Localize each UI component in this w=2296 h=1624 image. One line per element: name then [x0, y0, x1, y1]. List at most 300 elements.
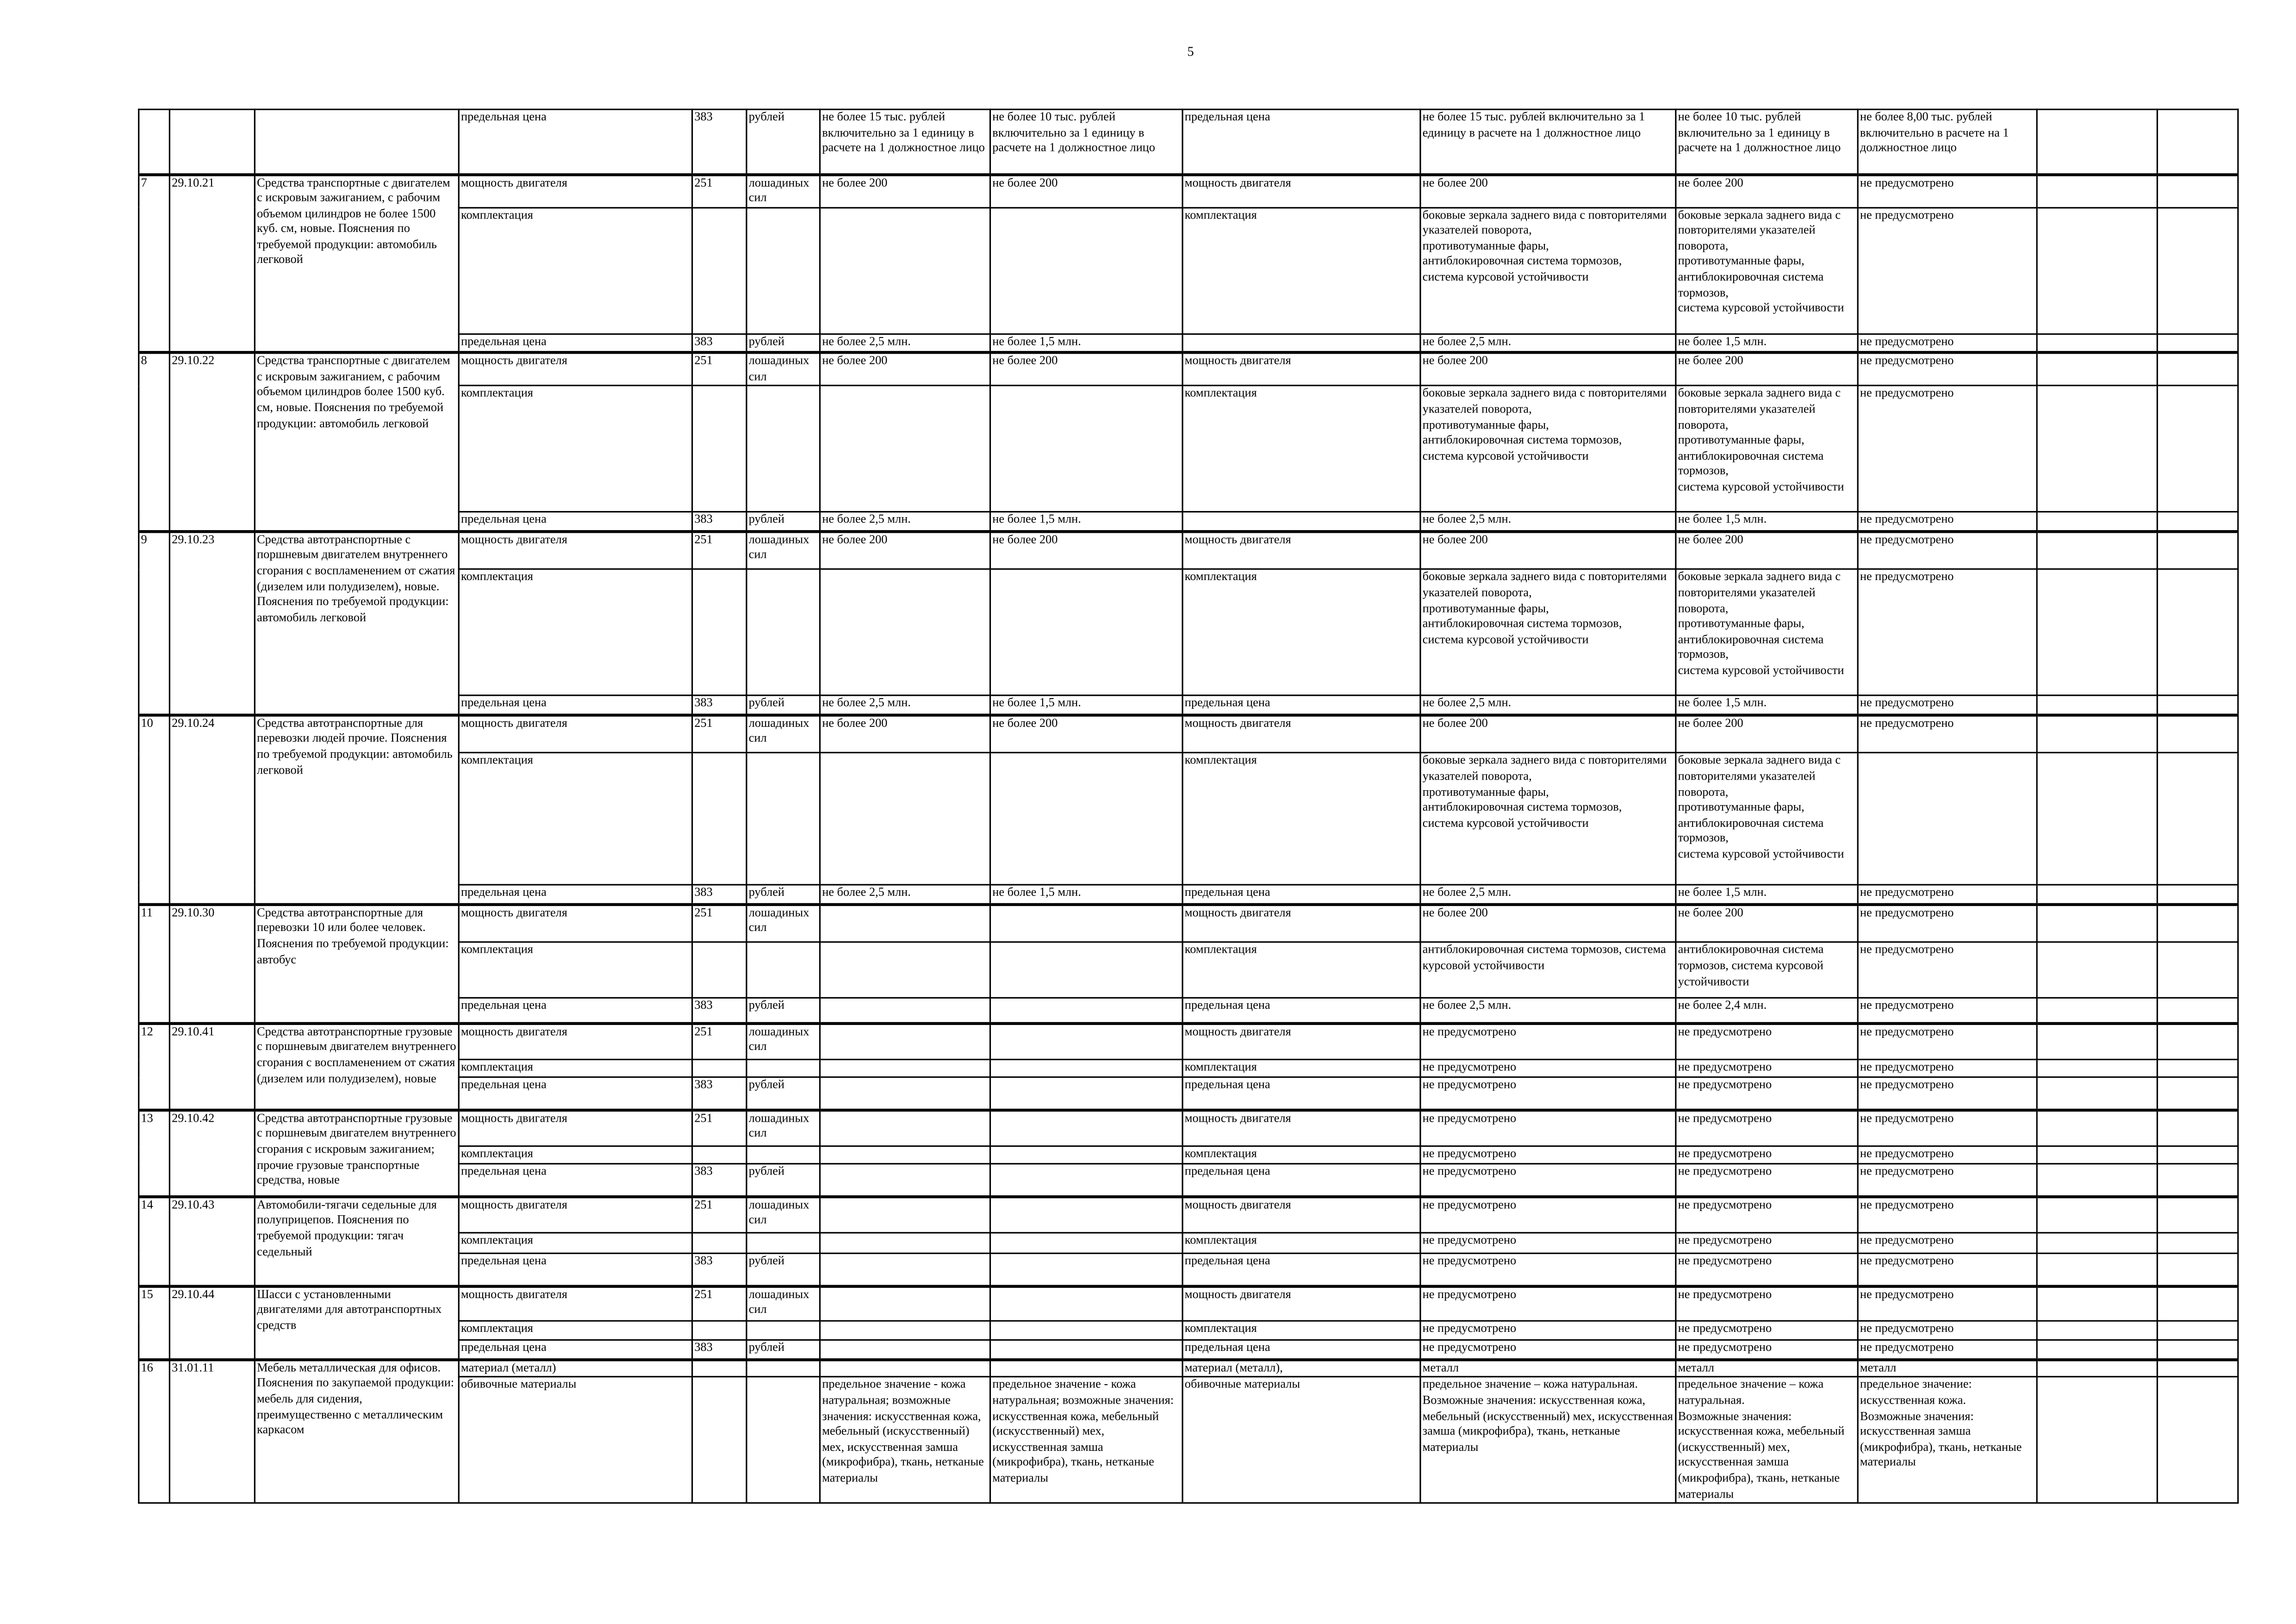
table-row: [139, 1286, 2238, 1321]
cell-val_c: не предусмотрено: [1858, 334, 2037, 353]
cell-extra1: [2037, 207, 2157, 334]
cell-val_a: не более 200: [1420, 531, 1676, 569]
cell-extra2: [2157, 885, 2238, 904]
cell-extra1: [2037, 109, 2157, 174]
cell-okei_code: 383: [692, 999, 747, 1024]
cell-value2: [990, 999, 1183, 1024]
cell-val_a: не предусмотрено: [1420, 1164, 1676, 1197]
table-row: [139, 1023, 2238, 1060]
cell-#: 13: [139, 1110, 170, 1197]
cell-extra2: [2157, 943, 2238, 999]
cell-value2: не более 10 тыс. рублей включительно за 1 единицу в расчете на 1 должностное лицо: [990, 109, 1183, 174]
cell-char: предельная цена: [459, 999, 692, 1024]
cell-val_b: не более 200: [1676, 174, 1858, 207]
cell-unit: рублей: [747, 1254, 820, 1286]
cell-unit: рублей: [747, 334, 820, 353]
cell-extra1: [2037, 905, 2157, 943]
cell-char: предельная цена: [459, 1078, 692, 1110]
cell-extra2: [2157, 1060, 2238, 1078]
cell-val_c: не предусмотрено: [1858, 1060, 2037, 1078]
cell-val_c: не предусмотрено: [1858, 999, 2037, 1024]
cell-value: [820, 1197, 990, 1233]
cell-extra2: [2157, 999, 2238, 1024]
cell-okei_code: [692, 1360, 747, 1377]
cell-val_a: не более 2,5 млн.: [1420, 696, 1676, 715]
cell-val_a: не более 2,5 млн.: [1420, 334, 1676, 353]
cell-extra2: [2157, 696, 2238, 715]
cell-val_b: не предусмотрено: [1676, 1197, 1858, 1233]
cell-extra1: [2037, 715, 2157, 753]
cell-extra2: [2157, 1023, 2238, 1060]
cell-okei_code: [692, 1321, 747, 1340]
cell-value: [820, 386, 990, 512]
cell-okei_code: 383: [692, 1164, 747, 1197]
cell-val_c: не предусмотрено: [1858, 353, 2037, 386]
cell-val_a: не более 200: [1420, 174, 1676, 207]
cell-val_a: боковые зеркала заднего вида с повторителями указателей поворота, противотуманные фары, антиблокировочная система тормозов, система курсовой устойчивости: [1420, 386, 1676, 512]
cell-value2: [990, 1164, 1183, 1197]
cell-value: [820, 1110, 990, 1147]
cell-#: 9: [139, 531, 170, 715]
cell-value2: предельное значение - кожа натуральная; возможные значения: искусственная кожа, мебельный (искусственный) мех, искусственная замша (микрофибра), ткань, нетканые материалы: [990, 1377, 1183, 1504]
cell-val_b: не более 1,5 млн.: [1676, 512, 1858, 531]
cell-unit: [747, 386, 820, 512]
cell-value2: не более 200: [990, 174, 1183, 207]
cell-char: мощность двигателя: [459, 715, 692, 753]
cell-val_a: боковые зеркала заднего вида с повторителями указателей поворота, противотуманные фары, антиблокировочная система тормозов, система курсовой устойчивости: [1420, 753, 1676, 885]
cell-name: Средства транспортные с двигателем с искровым зажиганием, с рабочим объемом цилиндров более 1500 куб. см, новые. Пояснения по требуемой продукции: автомобиль легковой: [255, 353, 459, 531]
cell-value2: [990, 1023, 1183, 1060]
cell-value: [820, 207, 990, 334]
cell-unit: рублей: [747, 1341, 820, 1360]
cell-unit: лошадиных сил: [747, 1286, 820, 1321]
cell-val_b: не предусмотрено: [1676, 1321, 1858, 1340]
page-number: 5: [1187, 44, 1194, 59]
cell-extra2: [2157, 1110, 2238, 1147]
cell-extra1: [2037, 353, 2157, 386]
cell-val_c: [1858, 753, 2037, 885]
cell-value2: [990, 207, 1183, 334]
cell-extra1: [2037, 1321, 2157, 1340]
cell-okei_code: [692, 1147, 747, 1164]
cell-#: 8: [139, 353, 170, 531]
cell-char2: мощность двигателя: [1182, 1023, 1420, 1060]
cell-extra1: [2037, 531, 2157, 569]
cell-char2: комплектация: [1182, 943, 1420, 999]
cell-val_c: не предусмотрено: [1858, 207, 2037, 334]
cell-okei_code: 251: [692, 1197, 747, 1233]
cell-val_b: боковые зеркала заднего вида с повторителями указателей поворота, противотуманные фары, антиблокировочная система тормозов, система курсовой устойчивости: [1676, 207, 1858, 334]
cell-val_c: не предусмотрено: [1858, 905, 2037, 943]
cell-val_b: боковые зеркала заднего вида с повторителями указателей поворота, противотуманные фары, антиблокировочная система тормозов, система курсовой устойчивости: [1676, 386, 1858, 512]
cell-unit: лошадиных сил: [747, 353, 820, 386]
cell-value: [820, 1360, 990, 1377]
cell-val_a: не предусмотрено: [1420, 1233, 1676, 1254]
cell-val_c: не предусмотрено: [1858, 386, 2037, 512]
cell-okei_code: [692, 1060, 747, 1078]
cell-#: [139, 109, 170, 174]
cell-name: Средства автотранспортные для перевозки 10 или более человек. Пояснения по требуемой продукции: автобус: [255, 905, 459, 1024]
cell-char2: мощность двигателя: [1182, 1197, 1420, 1233]
cell-extra1: [2037, 1360, 2157, 1377]
cell-char2: комплектация: [1182, 569, 1420, 696]
cell-value2: [990, 1341, 1183, 1360]
cell-value2: [990, 1197, 1183, 1233]
cell-val_a: не более 200: [1420, 353, 1676, 386]
cell-val_a: не предусмотрено: [1420, 1110, 1676, 1147]
cell-value: [820, 1254, 990, 1286]
cell-okei_code: 251: [692, 353, 747, 386]
cell-name: Автомобили-тягачи седельные для полуприцепов. Пояснения по требуемой продукции: тягач седельный: [255, 1197, 459, 1286]
cell-value: не более 2,5 млн.: [820, 512, 990, 531]
cell-okpd2: 29.10.23: [169, 531, 255, 715]
cell-val_c: не предусмотрено: [1858, 1321, 2037, 1340]
cell-val_b: не предусмотрено: [1676, 1254, 1858, 1286]
cell-val_c: не предусмотрено: [1858, 1254, 2037, 1286]
cell-extra2: [2157, 1286, 2238, 1321]
cell-char: мощность двигателя: [459, 1197, 692, 1233]
cell-name: [255, 109, 459, 174]
cell-unit: рублей: [747, 885, 820, 904]
cell-value: предельное значение - кожа натуральная; возможные значения: искусственная кожа, мебельный (искусственный) мех, искусственная замша (микрофибра), ткань, нетканые материалы: [820, 1377, 990, 1504]
cell-okei_code: [692, 943, 747, 999]
cell-val_b: не более 200: [1676, 531, 1858, 569]
cell-val_c: не предусмотрено: [1858, 1147, 2037, 1164]
cell-extra1: [2037, 386, 2157, 512]
cell-value: не более 2,5 млн.: [820, 334, 990, 353]
cell-val_a: не более 2,5 млн.: [1420, 999, 1676, 1024]
cell-value: [820, 943, 990, 999]
cell-value2: [990, 943, 1183, 999]
table-row: [139, 1110, 2238, 1147]
cell-unit: лошадиных сил: [747, 905, 820, 943]
cell-char: мощность двигателя: [459, 531, 692, 569]
cell-extra1: [2037, 1023, 2157, 1060]
cell-extra2: [2157, 569, 2238, 696]
cell-value2: не более 200: [990, 353, 1183, 386]
cell-value2: [990, 905, 1183, 943]
cell-okei_code: 383: [692, 885, 747, 904]
cell-extra1: [2037, 1060, 2157, 1078]
cell-okpd2: 29.10.30: [169, 905, 255, 1024]
cell-value2: [990, 1286, 1183, 1321]
cell-okei_code: 251: [692, 1286, 747, 1321]
cell-val_a: не предусмотрено: [1420, 1254, 1676, 1286]
cell-val_c: металл: [1858, 1360, 2037, 1377]
cell-name: Средства транспортные с двигателем с искровым зажиганием, с рабочим объемом цилиндров не более 1500 куб. см, новые. Пояснения по требуемой продукции: автомобиль легковой: [255, 174, 459, 353]
cell-value2: не более 1,5 млн.: [990, 334, 1183, 353]
cell-val_a: не более 2,5 млн.: [1420, 512, 1676, 531]
cell-unit: [747, 1377, 820, 1504]
cell-val_b: не предусмотрено: [1676, 1233, 1858, 1254]
cell-value2: [990, 1110, 1183, 1147]
cell-extra2: [2157, 905, 2238, 943]
cell-char2: мощность двигателя: [1182, 353, 1420, 386]
cell-okpd2: 29.10.21: [169, 174, 255, 353]
cell-okei_code: 383: [692, 512, 747, 531]
cell-extra1: [2037, 1341, 2157, 1360]
cell-char: комплектация: [459, 207, 692, 334]
cell-value: [820, 753, 990, 885]
cell-char: материал (металл): [459, 1360, 692, 1377]
cell-char2: предельная цена: [1182, 1254, 1420, 1286]
cell-char: предельная цена: [459, 696, 692, 715]
cell-okei_code: 383: [692, 1254, 747, 1286]
cell-char2: комплектация: [1182, 1147, 1420, 1164]
cell-val_c: не предусмотрено: [1858, 1078, 2037, 1110]
cell-char2: комплектация: [1182, 1233, 1420, 1254]
table-row: [139, 715, 2238, 753]
cell-value2: [990, 1233, 1183, 1254]
cell-value2: [990, 386, 1183, 512]
cell-val_a: не более 2,5 млн.: [1420, 885, 1676, 904]
cell-value: [820, 1147, 990, 1164]
cell-value: не более 200: [820, 715, 990, 753]
cell-val_b: не более 1,5 млн.: [1676, 885, 1858, 904]
cell-okpd2: 29.10.44: [169, 1286, 255, 1360]
cell-value2: не более 200: [990, 531, 1183, 569]
cell-value: не более 200: [820, 353, 990, 386]
cell-okpd2: 29.10.41: [169, 1023, 255, 1110]
cell-char2: мощность двигателя: [1182, 1286, 1420, 1321]
cell-okpd2: 29.10.43: [169, 1197, 255, 1286]
cell-value2: [990, 1147, 1183, 1164]
cell-char: предельная цена: [459, 1164, 692, 1197]
cell-#: 7: [139, 174, 170, 353]
cell-char2: предельная цена: [1182, 696, 1420, 715]
table-row: [139, 531, 2238, 569]
cell-value: [820, 999, 990, 1024]
cell-char: предельная цена: [459, 1341, 692, 1360]
cell-okei_code: [692, 753, 747, 885]
cell-extra1: [2037, 174, 2157, 207]
cell-char2: комплектация: [1182, 207, 1420, 334]
cell-char2: предельная цена: [1182, 109, 1420, 174]
cell-value2: не более 1,5 млн.: [990, 512, 1183, 531]
cell-val_b: не предусмотрено: [1676, 1078, 1858, 1110]
cell-val_b: не предусмотрено: [1676, 1060, 1858, 1078]
cell-val_b: не более 200: [1676, 905, 1858, 943]
cell-okpd2: [169, 109, 255, 174]
cell-value: [820, 1341, 990, 1360]
cell-char2: [1182, 512, 1420, 531]
cell-val_c: не предусмотрено: [1858, 174, 2037, 207]
cell-val_c: не предусмотрено: [1858, 943, 2037, 999]
cell-value2: [990, 1060, 1183, 1078]
cell-char2: мощность двигателя: [1182, 1110, 1420, 1147]
cell-val_a: антиблокировочная система тормозов, система курсовой устойчивости: [1420, 943, 1676, 999]
cell-extra1: [2037, 569, 2157, 696]
cell-okei_code: [692, 569, 747, 696]
cell-char: комплектация: [459, 943, 692, 999]
cell-value2: не более 200: [990, 715, 1183, 753]
cell-unit: [747, 207, 820, 334]
cell-char: обивочные материалы: [459, 1377, 692, 1504]
cell-okei_code: 383: [692, 109, 747, 174]
cell-val_b: не более 200: [1676, 353, 1858, 386]
cell-okei_code: 383: [692, 1341, 747, 1360]
cell-char: предельная цена: [459, 1254, 692, 1286]
cell-char2: [1182, 334, 1420, 353]
cell-val_b: не более 2,4 млн.: [1676, 999, 1858, 1024]
cell-extra1: [2037, 1254, 2157, 1286]
cell-name: Шасси с установленными двигателями для автотранспортных средств: [255, 1286, 459, 1360]
cell-unit: лошадиных сил: [747, 531, 820, 569]
cell-char: предельная цена: [459, 109, 692, 174]
cell-val_b: не более 10 тыс. рублей включительно за 1 единицу в расчете на 1 должностное лицо: [1676, 109, 1858, 174]
cell-char: мощность двигателя: [459, 1110, 692, 1147]
cell-val_a: металл: [1420, 1360, 1676, 1377]
cell-extra1: [2037, 1110, 2157, 1147]
cell-value: не более 2,5 млн.: [820, 885, 990, 904]
cell-char: комплектация: [459, 386, 692, 512]
cell-val_c: не предусмотрено: [1858, 1233, 2037, 1254]
table-row: [139, 353, 2238, 386]
cell-extra2: [2157, 1147, 2238, 1164]
cell-extra1: [2037, 1233, 2157, 1254]
cell-val_a: предельное значение – кожа натуральная. Возможные значения: искусственная кожа, мебельный (искусственный) мех, искусственная замша (микрофибра), ткань, нетканые материалы: [1420, 1377, 1676, 1504]
cell-extra2: [2157, 386, 2238, 512]
cell-name: Средства автотранспортные грузовые с поршневым двигателем внутреннего сгорания с искровым зажиганием; прочие грузовые транспортные средства, новые: [255, 1110, 459, 1197]
cell-val_b: не предусмотрено: [1676, 1110, 1858, 1147]
cell-val_b: боковые зеркала заднего вида с повторителями указателей поворота, противотуманные фары, антиблокировочная система тормозов, система курсовой устойчивости: [1676, 753, 1858, 885]
cell-#: 12: [139, 1023, 170, 1110]
cell-extra2: [2157, 1321, 2238, 1340]
cell-value2: не более 1,5 млн.: [990, 696, 1183, 715]
cell-unit: [747, 943, 820, 999]
cell-unit: лошадиных сил: [747, 1023, 820, 1060]
cell-char: комплектация: [459, 1321, 692, 1340]
cell-okei_code: 383: [692, 334, 747, 353]
cell-extra2: [2157, 1078, 2238, 1110]
cell-unit: рублей: [747, 1078, 820, 1110]
cell-char: мощность двигателя: [459, 174, 692, 207]
cell-char2: мощность двигателя: [1182, 905, 1420, 943]
cell-char: мощность двигателя: [459, 353, 692, 386]
cell-val_c: предельное значение: искусственная кожа. Возможные значения: искусственная замша (микрофибра), ткань, нетканые материалы: [1858, 1377, 2037, 1504]
cell-value2: [990, 1078, 1183, 1110]
cell-okei_code: 383: [692, 696, 747, 715]
cell-okei_code: [692, 207, 747, 334]
cell-value: не более 2,5 млн.: [820, 696, 990, 715]
cell-extra2: [2157, 1164, 2238, 1197]
cell-char2: предельная цена: [1182, 999, 1420, 1024]
cell-extra1: [2037, 1147, 2157, 1164]
cell-#: 11: [139, 905, 170, 1024]
cell-char2: предельная цена: [1182, 885, 1420, 904]
cell-#: 10: [139, 715, 170, 904]
cell-value: не более 200: [820, 174, 990, 207]
table-row: [139, 1197, 2238, 1233]
cell-char: предельная цена: [459, 512, 692, 531]
cell-val_b: металл: [1676, 1360, 1858, 1377]
cell-extra1: [2037, 696, 2157, 715]
cell-val_b: боковые зеркала заднего вида с повторителями указателей поворота, противотуманные фары, антиблокировочная система тормозов, система курсовой устойчивости: [1676, 569, 1858, 696]
cell-extra1: [2037, 885, 2157, 904]
cell-char2: комплектация: [1182, 386, 1420, 512]
cell-val_a: не более 200: [1420, 715, 1676, 753]
cell-value: [820, 569, 990, 696]
cell-value: [820, 1060, 990, 1078]
cell-okei_code: 251: [692, 1023, 747, 1060]
cell-char2: комплектация: [1182, 753, 1420, 885]
cell-val_b: антиблокировочная система тормозов, система курсовой устойчивости: [1676, 943, 1858, 999]
cell-extra1: [2037, 1377, 2157, 1504]
cell-extra1: [2037, 1164, 2157, 1197]
cell-char: мощность двигателя: [459, 905, 692, 943]
cell-value: [820, 1023, 990, 1060]
cell-char: комплектация: [459, 1060, 692, 1078]
cell-char: предельная цена: [459, 334, 692, 353]
cell-extra2: [2157, 1197, 2238, 1233]
cell-char: комплектация: [459, 569, 692, 696]
cell-unit: [747, 1147, 820, 1164]
table-row: [139, 109, 2238, 174]
cell-unit: рублей: [747, 999, 820, 1024]
cell-val_a: не предусмотрено: [1420, 1197, 1676, 1233]
cell-char2: мощность двигателя: [1182, 174, 1420, 207]
cell-unit: лошадиных сил: [747, 1110, 820, 1147]
cell-okei_code: [692, 1377, 747, 1504]
cell-char2: комплектация: [1182, 1321, 1420, 1340]
cell-value2: [990, 753, 1183, 885]
cell-char: мощность двигателя: [459, 1286, 692, 1321]
cell-name: Средства автотранспортные грузовые с поршневым двигателем внутреннего сгорания с воспламенением от сжатия (дизелем или полудизелем), новые: [255, 1023, 459, 1110]
cell-extra1: [2037, 1078, 2157, 1110]
cell-val_a: боковые зеркала заднего вида с повторителями указателей поворота, противотуманные фары, антиблокировочная система тормозов, система курсовой устойчивости: [1420, 207, 1676, 334]
cell-val_b: не предусмотрено: [1676, 1341, 1858, 1360]
cell-extra2: [2157, 1233, 2238, 1254]
cell-#: 16: [139, 1360, 170, 1504]
cell-value: [820, 1286, 990, 1321]
cell-okei_code: 251: [692, 531, 747, 569]
cell-char2: мощность двигателя: [1182, 715, 1420, 753]
cell-unit: [747, 753, 820, 885]
cell-extra2: [2157, 531, 2238, 569]
cell-okei_code: 251: [692, 715, 747, 753]
cell-okei_code: [692, 1233, 747, 1254]
cell-val_a: не предусмотрено: [1420, 1286, 1676, 1321]
cell-val_a: не предусмотрено: [1420, 1023, 1676, 1060]
cell-okei_code: 251: [692, 174, 747, 207]
cell-extra2: [2157, 1377, 2238, 1504]
cell-#: 14: [139, 1197, 170, 1286]
cell-val_c: не предусмотрено: [1858, 715, 2037, 753]
cell-char2: материал (металл),: [1182, 1360, 1420, 1377]
cell-val_c: не предусмотрено: [1858, 696, 2037, 715]
cell-val_c: не предусмотрено: [1858, 1341, 2037, 1360]
cell-unit: [747, 569, 820, 696]
cell-extra1: [2037, 943, 2157, 999]
cell-val_c: не предусмотрено: [1858, 885, 2037, 904]
table-row: [139, 905, 2238, 943]
cell-okei_code: 383: [692, 1078, 747, 1110]
cell-val_a: не предусмотрено: [1420, 1060, 1676, 1078]
cell-val_b: предельное значение – кожа натуральная. Возможные значения: искусственная кожа, мебельный (искусственный) мех, искусственная замша (микрофибра), ткань, нетканые материалы: [1676, 1377, 1858, 1504]
cell-extra1: [2037, 1197, 2157, 1233]
cell-okei_code: 251: [692, 1110, 747, 1147]
cell-val_c: не предусмотрено: [1858, 531, 2037, 569]
cell-okpd2: 29.10.24: [169, 715, 255, 904]
cell-val_c: не предусмотрено: [1858, 569, 2037, 696]
cell-char2: предельная цена: [1182, 1078, 1420, 1110]
cell-value: [820, 905, 990, 943]
cell-okei_code: 251: [692, 905, 747, 943]
cell-value2: не более 1,5 млн.: [990, 885, 1183, 904]
cell-name: Средства автотранспортные для перевозки людей прочие. Пояснения по требуемой продукции: автомобиль легковой: [255, 715, 459, 904]
cell-okpd2: 29.10.22: [169, 353, 255, 531]
cell-char2: комплектация: [1182, 1060, 1420, 1078]
